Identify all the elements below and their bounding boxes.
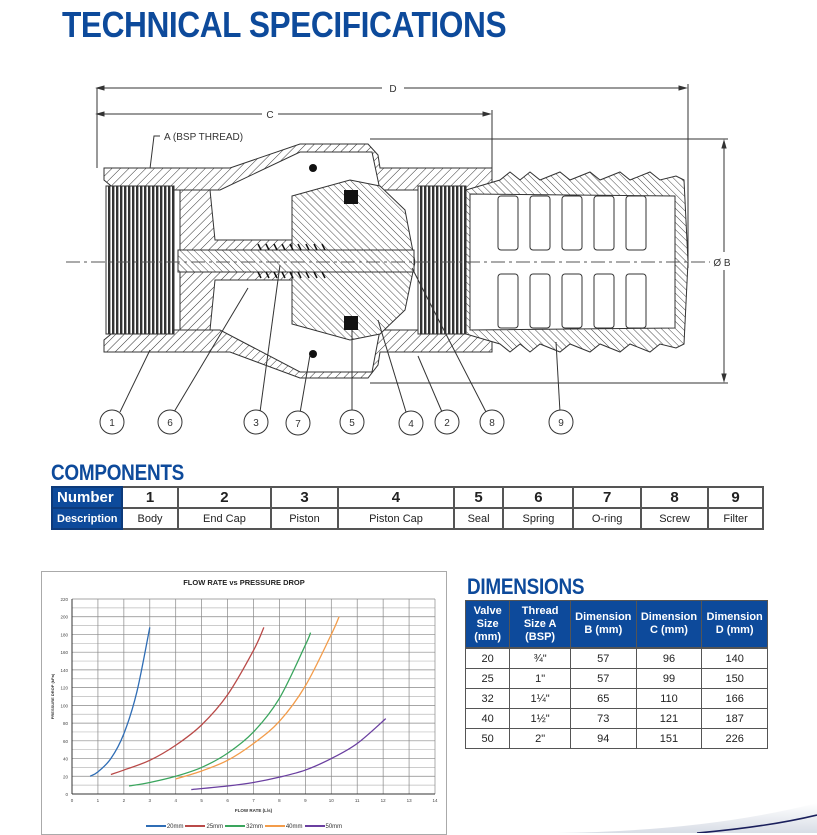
legend-swatch (225, 825, 245, 827)
components-heading: COMPONENTS (51, 460, 185, 485)
component-description: Piston Cap (338, 508, 454, 529)
table-cell: ¾" (510, 648, 571, 669)
y-tick-label: 80 (62, 721, 68, 727)
callout-7: 7 (295, 419, 301, 430)
column-header: Thread Size A (BSP) (510, 601, 571, 649)
table-cell: 73 (570, 709, 636, 729)
component-number: 1 (122, 487, 178, 508)
component-description: Piston (271, 508, 338, 529)
table-cell: 1¼" (510, 689, 571, 709)
component-number: 2 (178, 487, 271, 508)
table-cell: 1" (510, 669, 571, 689)
dimension-d-label: D (389, 84, 397, 95)
legend-item (185, 824, 223, 830)
table-cell: 140 (702, 648, 768, 669)
table-cell: 57 (570, 648, 636, 669)
component-number: 9 (708, 487, 763, 508)
component-number: 5 (454, 487, 504, 508)
y-tick-label: 40 (62, 756, 68, 762)
legend-swatch (305, 825, 325, 827)
table-cell: 166 (702, 689, 768, 709)
callout-4: 4 (408, 419, 414, 430)
legend-item (225, 824, 263, 830)
dimensions-heading: DIMENSIONS (467, 574, 585, 599)
dimension-c-label: C (266, 110, 274, 121)
x-tick-label: 7 (252, 798, 255, 803)
series-line-50mm (191, 719, 385, 790)
x-tick-label: 9 (304, 798, 307, 803)
x-tick-label: 2 (122, 798, 126, 803)
table-cell: 25 (466, 669, 510, 689)
table-row (466, 709, 768, 729)
table-cell: 1½" (510, 709, 571, 729)
table-cell: 99 (636, 669, 702, 689)
legend-item (146, 824, 184, 830)
series-line-40mm (176, 617, 339, 779)
components-number-row (52, 487, 763, 508)
legend-label: 40mm (285, 824, 303, 830)
table-cell: 151 (636, 729, 702, 749)
component-description: Screw (641, 508, 708, 529)
y-tick-label: 100 (60, 703, 68, 709)
legend-label: 50mm (325, 824, 343, 830)
legend-item (265, 824, 303, 830)
y-tick-label: 200 (60, 614, 68, 620)
component-number: 8 (641, 487, 708, 508)
table-cell: 65 (570, 689, 636, 709)
table-cell: 2" (510, 729, 571, 749)
x-tick-label: 12 (380, 798, 386, 803)
legend-swatch (265, 825, 285, 827)
page-title: TECHNICAL SPECIFICATIONS (62, 4, 507, 45)
table-row (466, 689, 768, 709)
dimensions-header-row (466, 601, 768, 649)
decorative-swoosh (557, 793, 817, 833)
x-tick-label: 8 (278, 798, 281, 803)
y-tick-label: 120 (60, 685, 68, 691)
callout-1: 1 (109, 418, 115, 429)
x-tick-label: 5 (200, 798, 203, 803)
table-cell: 32 (466, 689, 510, 709)
table-row (466, 669, 768, 689)
component-number: 6 (503, 487, 573, 508)
table-cell: 110 (636, 689, 702, 709)
x-tick-label: 14 (432, 798, 438, 803)
table-cell: 57 (570, 669, 636, 689)
component-number: 3 (271, 487, 338, 508)
components-table (51, 486, 764, 530)
component-description: Spring (503, 508, 573, 529)
table-cell: 50 (466, 729, 510, 749)
x-axis-label: FLOW RATE (L/s) (234, 808, 273, 813)
x-tick-label: 6 (226, 798, 229, 803)
table-cell: 96 (636, 648, 702, 669)
table-cell: 187 (702, 709, 768, 729)
table-row (466, 729, 768, 749)
dimensions-table (465, 600, 768, 749)
legend-item (305, 824, 343, 830)
number-header: Number (52, 487, 122, 508)
table-cell: 94 (570, 729, 636, 749)
valve-cross-section-diagram (0, 70, 817, 450)
column-header: Valve Size (mm) (466, 601, 510, 649)
column-header: Dimension C (mm) (636, 601, 702, 649)
table-cell: 20 (466, 648, 510, 669)
series-line-32mm (129, 633, 311, 786)
callout-6: 6 (167, 418, 173, 429)
callout-5: 5 (349, 418, 355, 429)
y-tick-label: 0 (65, 792, 68, 797)
table-cell: 40 (466, 709, 510, 729)
component-number: 4 (338, 487, 454, 508)
y-tick-label: 140 (60, 667, 68, 673)
chart-legend (42, 824, 446, 830)
legend-swatch (185, 825, 205, 827)
legend-label: 25mm (206, 824, 224, 830)
table-cell: 150 (702, 669, 768, 689)
column-header: Dimension B (mm) (570, 601, 636, 649)
y-tick-label: 160 (60, 650, 68, 656)
table-cell: 121 (636, 709, 702, 729)
x-tick-label: 1 (96, 798, 100, 803)
chart-plot (42, 572, 446, 834)
component-description: Seal (454, 508, 504, 529)
x-tick-label: 0 (70, 798, 74, 803)
callout-8: 8 (489, 418, 495, 429)
flow-rate-chart (41, 571, 447, 835)
y-tick-label: 60 (62, 738, 68, 744)
series-line-20mm (90, 627, 150, 776)
x-tick-label: 3 (148, 798, 152, 803)
components-description-row (52, 508, 763, 529)
component-description: O-ring (573, 508, 640, 529)
chart-title: FLOW RATE vs PRESSURE DROP (183, 578, 305, 587)
x-tick-label: 11 (354, 798, 360, 803)
column-header: Dimension D (mm) (702, 601, 768, 649)
legend-label: 20mm (166, 824, 184, 830)
component-description: End Cap (178, 508, 271, 529)
callout-9: 9 (558, 418, 564, 429)
table-cell: 226 (702, 729, 768, 749)
legend-label: 32mm (246, 824, 263, 830)
x-tick-label: 4 (174, 798, 177, 803)
y-axis-label: PRESSURE DROP (kPa) (50, 673, 55, 720)
callout-2: 2 (444, 418, 450, 429)
y-tick-label: 180 (60, 632, 68, 638)
component-description: Body (122, 508, 178, 529)
component-description: Filter (708, 508, 763, 529)
table-row (466, 648, 768, 669)
callout-3: 3 (253, 418, 259, 429)
x-tick-label: 10 (328, 798, 334, 803)
y-tick-label: 220 (60, 597, 68, 602)
y-tick-label: 20 (62, 774, 68, 780)
dimension-b-label: Ø B (713, 258, 731, 269)
dimension-a-label: A (BSP THREAD) (164, 132, 244, 143)
legend-swatch (146, 825, 166, 827)
x-tick-label: 13 (406, 798, 412, 803)
description-header: Description (52, 508, 122, 529)
component-number: 7 (573, 487, 640, 508)
